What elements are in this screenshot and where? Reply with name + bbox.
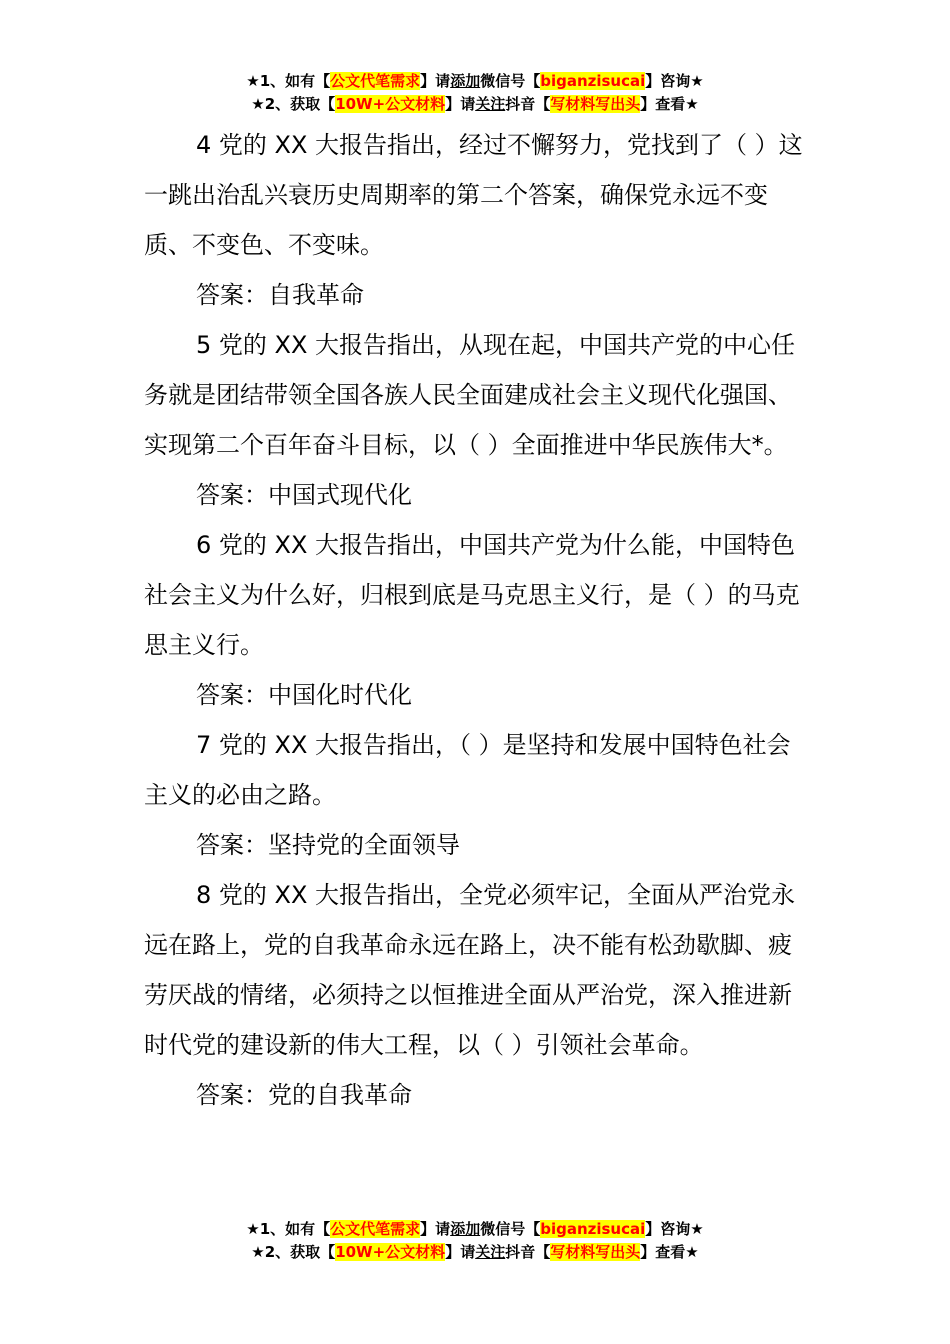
banner-underlined: 添加: [450, 1220, 481, 1238]
question-7: 7 党的 XX 大报告指出，（ ）是坚持和发展中国特色社会主义的必由之路。: [144, 731, 791, 809]
answer-4: 答案：自我革命: [196, 281, 364, 309]
banner-underlined: 添加: [450, 72, 481, 90]
banner-text: 抖音【: [505, 1243, 551, 1261]
banner-line-2: [0, 1241, 950, 1264]
banner-text: 】请: [420, 72, 451, 90]
banner-highlight: biganzisucai: [540, 1220, 646, 1238]
question-5: 5 党的 XX 大报告指出，从现在起，中国共产党的中心任务就是团结带领全国各族人民全面建成社会主义现代化强国、实现第二个百年奋斗目标，以（ ）全面推进中华民族伟大*。: [144, 331, 796, 459]
banner-highlight: 10W+公文材料: [335, 95, 446, 113]
answer-8: 答案：党的自我革命: [196, 1081, 412, 1109]
banner-line-1: [0, 70, 950, 93]
banner-underlined: 关注: [475, 1243, 506, 1261]
banner-text: 】查看★: [640, 95, 699, 113]
banner-text: 】咨询★: [645, 1220, 704, 1238]
banner-text: ★2、获取【: [251, 1243, 336, 1261]
question-6: 6 党的 XX 大报告指出，中国共产党为什么能，中国特色社会主义为什么好，归根到底是马克思主义行，是（ ）的马克思主义行。: [144, 531, 800, 659]
answer-6: 答案：中国化时代化: [196, 681, 412, 709]
header-banner: [0, 70, 950, 116]
banner-text: 】查看★: [640, 1243, 699, 1261]
banner-text: 】请: [445, 95, 476, 113]
banner-highlight: biganzisucai: [540, 72, 646, 90]
banner-line-1: [0, 1218, 950, 1241]
banner-text: 抖音【: [505, 95, 551, 113]
banner-highlight: 10W+公文材料: [335, 1243, 446, 1261]
banner-underlined: 关注: [475, 95, 506, 113]
banner-text: 】请: [445, 1243, 476, 1261]
banner-text: 微信号【: [480, 72, 541, 90]
banner-text: ★2、获取【: [251, 95, 336, 113]
banner-text: 】请: [420, 1220, 451, 1238]
answer-7: 答案：坚持党的全面领导: [196, 831, 460, 859]
answer-5: 答案：中国式现代化: [196, 481, 412, 509]
footer-banner: [0, 1218, 950, 1264]
banner-text: 微信号【: [480, 1220, 541, 1238]
document-body: [144, 120, 804, 1120]
banner-line-2: [0, 93, 950, 116]
banner-highlight: 写材料写出头: [550, 95, 641, 113]
banner-highlight: 写材料写出头: [550, 1243, 641, 1261]
banner-highlight: 公文代笔需求: [330, 1220, 421, 1238]
question-8: 8 党的 XX 大报告指出，全党必须牢记，全面从严治党永远在路上，党的自我革命永远在路上，决不能有松劲歇脚、疲劳厌战的情绪，必须持之以恒推进全面从严治党，深入推进新时代党的建设新的伟大工程，以（ ）引领社会革命。: [144, 881, 796, 1059]
banner-text: 】咨询★: [645, 72, 704, 90]
question-4: 4 党的 XX 大报告指出，经过不懈努力，党找到了（ ）这一跳出治乱兴衰历史周期率的第二个答案，确保党永远不变质、不变色、不变味。: [144, 131, 803, 259]
banner-text: ★1、如有【: [246, 72, 331, 90]
banner-text: ★1、如有【: [246, 1220, 331, 1238]
banner-highlight: 公文代笔需求: [330, 72, 421, 90]
